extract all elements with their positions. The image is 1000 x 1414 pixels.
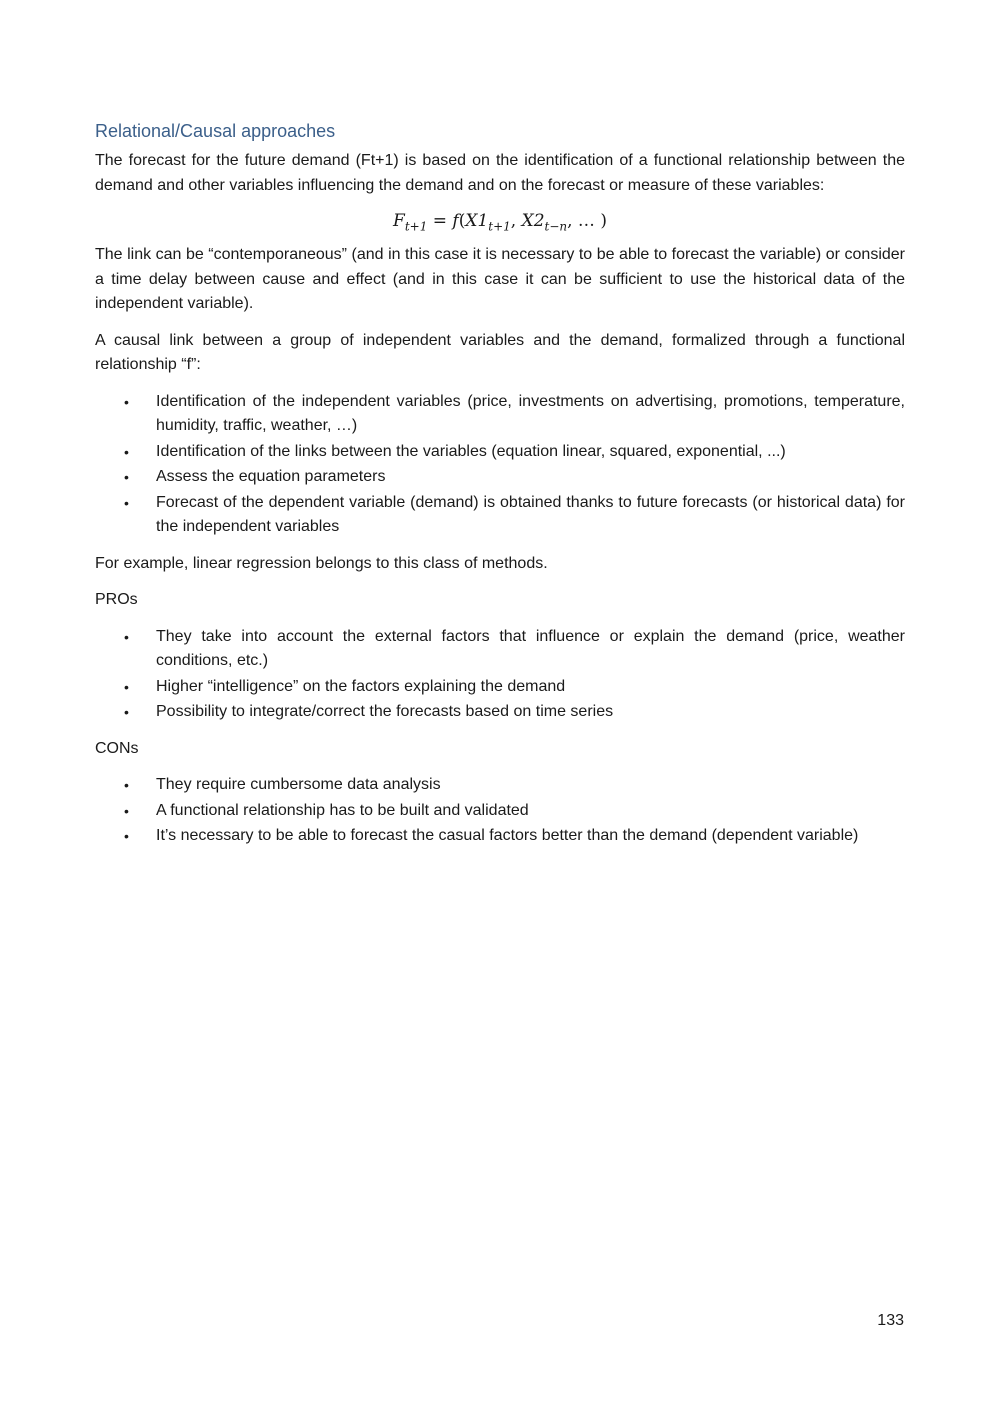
causal-paragraph: A causal link between a group of independent variables and the demand, formalized through a functional relationship “f”: [95, 331, 905, 373]
bullet-icon: • [124, 494, 129, 511]
equation-comma: , [510, 211, 522, 231]
list-item [95, 700, 905, 725]
pros-label: PROs [95, 591, 138, 608]
list-item-text: Identification of the independent variables (price, investments on advertising, promotions, temperature, humidity, traffic, weather, …) [156, 392, 905, 434]
cons-list [95, 773, 905, 849]
section-heading: Relational/Causal approaches [95, 121, 336, 141]
list-item [95, 675, 905, 700]
bullet-icon: • [124, 628, 129, 645]
list-item [95, 799, 905, 824]
list-item-text: Assess the equation parameters [156, 468, 386, 485]
list-item [95, 465, 905, 490]
example-paragraph: For example, linear regression belongs to this class of methods. [95, 554, 548, 572]
list-item [95, 824, 905, 849]
list-item-text: It’s necessary to be able to forecast the casual factors better than the demand (dependent variable) [156, 827, 859, 844]
page-number: 133 [877, 1312, 904, 1329]
list-item [95, 440, 905, 465]
list-item-text: Possibility to integrate/correct the forecasts based on time series [156, 703, 614, 720]
bullet-icon: • [124, 828, 129, 844]
list-item-text: Identification of the links between the variables (equation linear, squared, exponential, ...) [156, 442, 786, 460]
equation-lhs: F [393, 211, 405, 231]
bullet-icon: • [124, 777, 129, 793]
bullet-icon: • [124, 704, 129, 720]
list-item-text: They require cumbersome data analysis [156, 776, 441, 793]
link-paragraph: The link can be “contemporaneous” (and in this case it is necessary to be able to forecast the variable) or consider a time delay between cause and effect (and in this case it can be sufficient to use the historical data of the independent variable). [95, 246, 905, 312]
list-item-text: They take into account the external factors that influence or explain the demand (price, weather conditions, etc.) [156, 627, 905, 669]
equation-open-paren: ( [458, 211, 466, 231]
list-item-text: Forecast of the dependent variable (demand) is obtained thanks to future forecasts (or historical data) for the independent variables [156, 493, 905, 535]
forecast-equation [95, 208, 905, 234]
equation-lhs-subscript: t+1 [404, 219, 428, 234]
list-item-text: Higher “intelligence” on the factors explaining the demand [156, 677, 566, 695]
list-item-text: A functional relationship has to be built and validated [156, 801, 529, 819]
bullet-icon: • [124, 678, 129, 695]
bullet-icon: • [124, 443, 129, 460]
equation-function: f [452, 211, 459, 231]
document-page [95, 118, 905, 850]
equation-x2: X2 [521, 211, 545, 231]
bullet-icon: • [124, 469, 129, 485]
list-item [95, 491, 905, 540]
equation-equals: = [427, 211, 453, 231]
list-item [95, 625, 905, 674]
equation-x1: X1 [465, 211, 489, 231]
bullet-icon: • [124, 393, 129, 410]
pros-list [95, 625, 905, 725]
list-item [95, 390, 905, 439]
intro-paragraph: The forecast for the future demand (Ft+1) is based on the identification of a functional relationship between the demand and other variables influencing the demand and on the forecast or measure of these variables: [95, 152, 905, 194]
cons-label: CONs [95, 739, 139, 757]
list-item [95, 773, 905, 798]
equation-x1-subscript: t+1 [488, 219, 511, 234]
equation-x2-subscript: t−n [544, 219, 568, 234]
equation-tail: , … ) [567, 211, 607, 231]
bullet-icon: • [124, 802, 129, 819]
steps-list [95, 390, 905, 540]
